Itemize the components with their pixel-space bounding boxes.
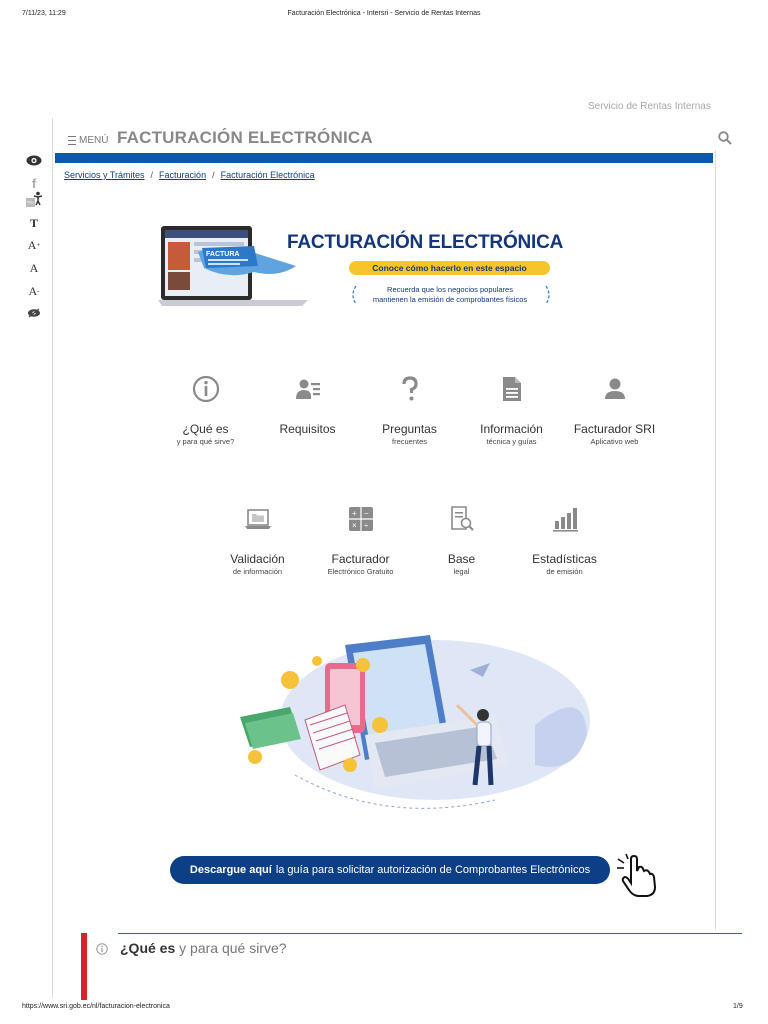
- accessibility-person-icon[interactable]: [25, 193, 43, 207]
- laptop-invoice-illustration: [158, 224, 308, 308]
- info-icon: [192, 375, 220, 403]
- svg-text:÷: ÷: [363, 521, 368, 530]
- grid-item-title: Validación: [230, 552, 285, 566]
- brand-name[interactable]: Servicio de Rentas Internas: [588, 101, 711, 112]
- grid-item-validacion[interactable]: [210, 505, 305, 576]
- laptop-folder-icon: [244, 505, 272, 533]
- svg-text:×: ×: [351, 521, 357, 530]
- user-list-icon: [294, 375, 322, 403]
- question-icon: [396, 375, 424, 403]
- download-guide-button[interactable]: [170, 856, 610, 884]
- cta-text: la guía para solicitar autorización de Comprobantes Electrónicos: [275, 864, 591, 876]
- section-accent-bar: [81, 933, 87, 1000]
- grid-item-facturador-gratuito[interactable]: [313, 505, 408, 576]
- svg-text:+: +: [351, 509, 357, 518]
- document-icon: [498, 375, 526, 403]
- grid-item-title: Requisitos: [279, 422, 336, 436]
- legal-search-icon: [448, 505, 476, 533]
- grid-item-subtitle: de información: [232, 567, 283, 576]
- hamburger-icon: [68, 136, 76, 145]
- grid-item-title: ¿Qué es: [182, 422, 229, 436]
- grid-item-subtitle: y para qué sirve?: [176, 437, 235, 446]
- page-title: FACTURACIÓN ELECTRÓNICA: [117, 128, 373, 147]
- grid-item-subtitle: técnica y guías: [486, 437, 537, 446]
- grid-item-title: Base: [447, 552, 476, 566]
- banner-pill: Conoce cómo hacerlo en este espacio: [349, 261, 550, 275]
- grid-item-facturador-sri[interactable]: [567, 375, 662, 446]
- section-title-bold: ¿Qué es: [120, 940, 176, 956]
- svg-text:You: You: [27, 199, 34, 205]
- breadcrumb: [64, 170, 315, 180]
- banner-title: FACTURACIÓN ELECTRÓNICA: [287, 232, 564, 253]
- search-icon[interactable]: [718, 131, 732, 145]
- section-divider: [118, 933, 742, 934]
- electronic-invoicing-illustration: [235, 625, 595, 830]
- breadcrumb-separator: /: [212, 170, 215, 180]
- font-decrease-icon[interactable]: A -: [28, 283, 40, 298]
- bar-chart-icon: [551, 505, 579, 533]
- section-title-rest: y para qué sirve?: [179, 940, 287, 956]
- font-increase-icon[interactable]: A +: [27, 237, 41, 252]
- breadcrumb-separator: /: [150, 170, 154, 180]
- banner-factura-label: FACTURA: [206, 251, 240, 258]
- user-icon: [601, 375, 629, 403]
- banner-note-line1: Recuerda que los negocios populares: [387, 285, 513, 294]
- grid-item-subtitle: Aplicativo web: [590, 437, 639, 446]
- breadcrumb-facturacion-electronica[interactable]: Facturación Electrónica: [220, 170, 315, 180]
- grid-item-base-legal[interactable]: [414, 505, 509, 576]
- print-datetime: 7/11/23, 11:29: [22, 10, 66, 17]
- grid-item-subtitle: Electrónico Gratuito: [327, 567, 394, 576]
- banner-note-brackets: [346, 284, 556, 306]
- section-title: [120, 940, 287, 956]
- print-page-number: 1/9: [733, 1003, 743, 1010]
- grid-item-title: Facturador SRI: [573, 422, 656, 436]
- grid-item-subtitle: legal: [453, 567, 470, 576]
- grid-item-que-es[interactable]: [158, 375, 253, 446]
- page-frame-left: [52, 118, 53, 998]
- calculator-icon: [347, 505, 375, 533]
- cta-bold-text: Descargue aquí: [189, 864, 272, 876]
- print-document-title: Facturación Electrónica - Intersri - Servicio de Rentas Internas: [287, 10, 481, 17]
- menu-button[interactable]: [68, 135, 108, 146]
- grid-item-title: Estadísticas: [532, 552, 597, 566]
- breadcrumb-facturacion[interactable]: Facturación: [159, 170, 207, 180]
- eye-hide-icon[interactable]: [25, 306, 43, 320]
- text-icon[interactable]: T: [29, 215, 38, 230]
- grid-item-estadisticas[interactable]: [517, 505, 612, 576]
- grid-item-requisitos[interactable]: [260, 375, 355, 437]
- grid-item-preguntas[interactable]: [362, 375, 457, 446]
- eye-icon[interactable]: [25, 153, 43, 167]
- facebook-icon[interactable]: f: [31, 175, 37, 191]
- banner-note-line2: mantienen la emisión de comprobantes físicos: [372, 295, 528, 304]
- grid-item-subtitle: frecuentes: [391, 437, 428, 446]
- breadcrumb-servicios[interactable]: Servicios y Trámites: [64, 170, 145, 180]
- grid-item-title: Preguntas: [382, 422, 437, 436]
- grid-item-title: Facturador: [331, 552, 390, 566]
- menu-label: MENÚ: [79, 135, 109, 146]
- page-frame-right: [715, 150, 716, 930]
- font-reset-icon[interactable]: A: [29, 260, 39, 275]
- info-icon: [96, 943, 108, 955]
- svg-text:−: −: [363, 509, 369, 518]
- grid-item-title: Información: [480, 422, 543, 436]
- hand-pointer-icon[interactable]: [615, 853, 660, 899]
- grid-item-informacion[interactable]: [464, 375, 559, 446]
- header-accent-bar: [55, 153, 713, 163]
- grid-item-subtitle: de emisión: [546, 567, 583, 576]
- print-url: https://www.sri.gob.ec/nl/facturacion-electronica: [22, 1003, 170, 1010]
